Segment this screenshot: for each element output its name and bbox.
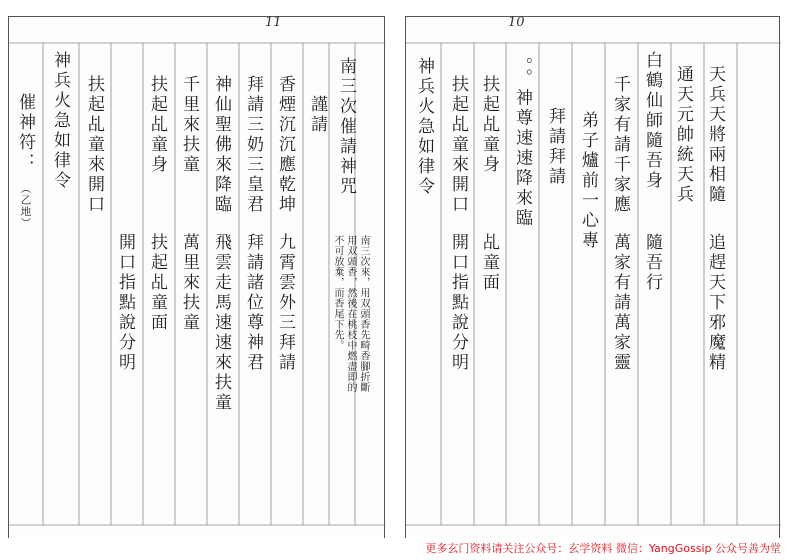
text-column: 通天元帥統天兵 [673,65,693,205]
text-column: 千家有請千家應 [610,75,630,215]
text-column: 扶起乩童身 [147,75,167,175]
text-column: 隨吾行 [642,233,662,293]
text-column: 扶起乩童來開口 [448,75,468,215]
text-column: 拜請三奶三皇君 [243,75,263,215]
text-column: 扶起乩童身 [479,75,499,175]
text-column: 萬里來扶童 [179,233,199,333]
text-column: 南三次催請神咒 [336,57,356,197]
text-column: 開口指點說分明 [448,233,468,373]
text-column: 白鶴仙師隨吾身 [642,51,662,191]
handwritten-note: 南三次來，用双頭香先畸香腳折斷 用双頭香，然後在桃枝中燃盡即的 不可放棄，而香尾下先。 [332,235,369,393]
text-column: 乩童面 [479,233,499,293]
footer-watermark-text: 更多玄门资料请关注公众号：玄学资料 微信：YangGossip 公众号善为堂 [425,542,781,555]
right-page [405,16,780,551]
text-column: 香煙沉沉應乾坤 [275,75,295,215]
text-column: 神兵火急如律令 [50,51,70,191]
text-column: 千里來扶童 [179,75,199,175]
text-column: 萬家有請萬家靈 [610,233,630,373]
footer-banner [0,538,793,560]
text-column: 拜請拜請 [545,107,565,187]
text-column: 弟子爐前一心專 [578,111,598,251]
page-number: 10 [508,15,525,30]
text-column: 飛雲走馬速速來扶童 [211,233,231,413]
left-page [8,16,385,551]
page-number: 11 [265,15,282,30]
text-column: 九霄雲外三拜請 [275,233,295,373]
text-column: 天兵天將兩相隨 [705,65,725,205]
text-column: 。。神尊速速降來臨 [512,57,532,229]
text-column: 開口指點說分明 [115,233,135,373]
text-column: 神兵火急如律令 [414,57,434,197]
text-column: 扶起乩童面 [147,233,167,333]
text-column: 追趕天下邪魔精 [705,233,725,373]
text-column: 神仙聖佛來降臨 [211,75,231,215]
text-column-small: （乙地） [19,183,32,229]
text-column: 謹請 [307,95,327,135]
text-column: 催神符： [15,93,35,173]
text-column: 拜請諸位尊神君 [243,233,263,373]
text-column: 扶起乩童來開口 [84,75,104,215]
